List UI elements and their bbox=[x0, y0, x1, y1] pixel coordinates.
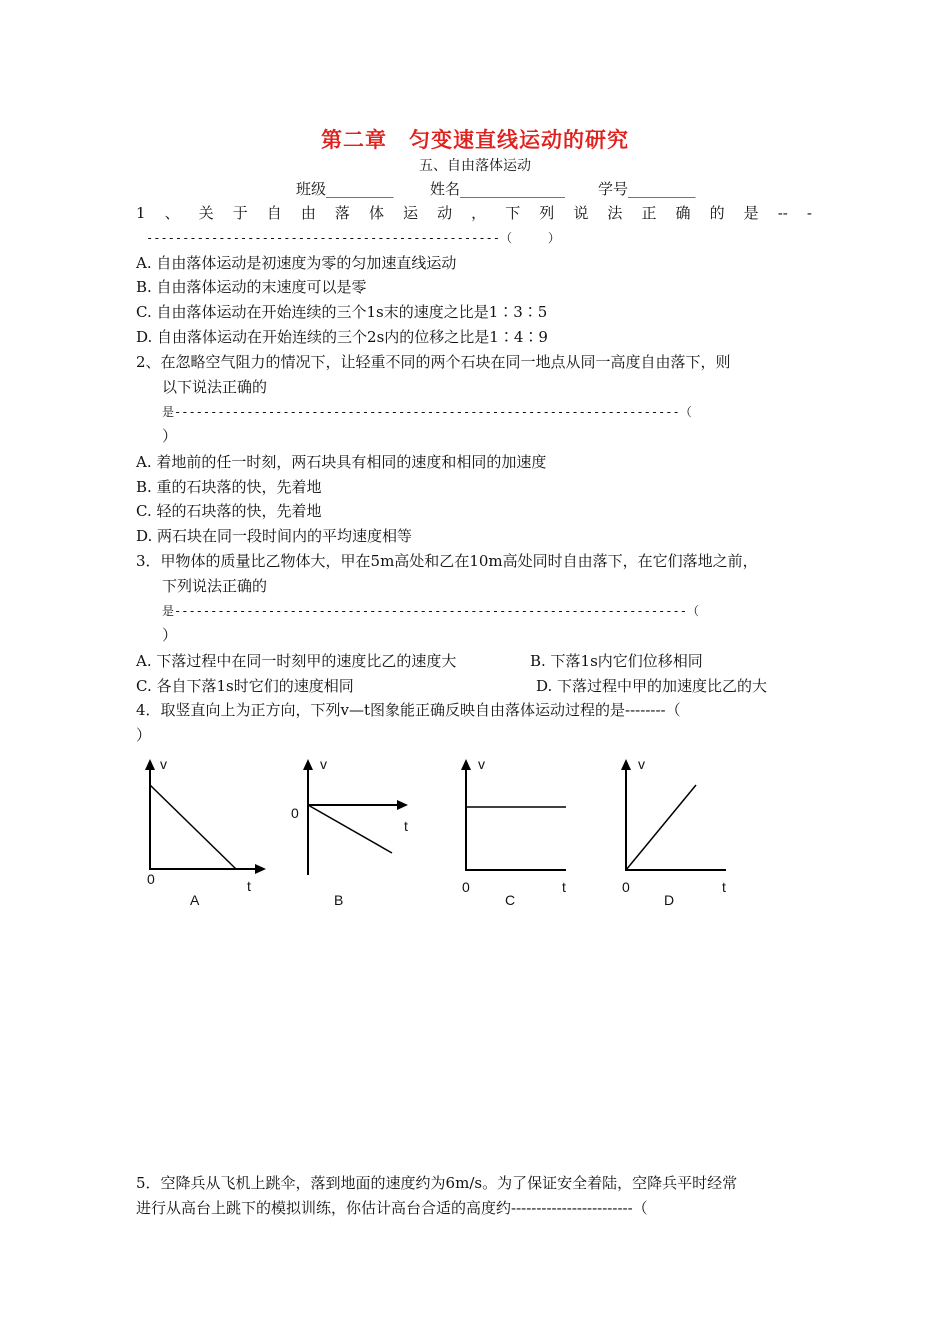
q1-char: 说 bbox=[573, 204, 589, 222]
graph-c-v-arrow bbox=[461, 759, 471, 770]
q1-char: ， bbox=[471, 204, 487, 222]
graph-b-v-arrow bbox=[303, 759, 313, 770]
q1-stem bbox=[136, 201, 812, 225]
graph-d-v-label: v bbox=[638, 756, 645, 772]
q1-char: 自 bbox=[266, 204, 282, 222]
graph-b-line bbox=[308, 805, 392, 853]
graph-c-caption: C bbox=[505, 892, 516, 908]
graph-b-origin: 0 bbox=[291, 805, 299, 821]
graph-b-caption: B bbox=[334, 892, 344, 908]
q1-char: 于 bbox=[232, 204, 248, 222]
q1-char: 运 bbox=[403, 204, 419, 222]
q2-answer-close: ） bbox=[162, 427, 178, 445]
graph-b-t-arrow bbox=[397, 800, 408, 810]
q3-option-b: B. 下落1s内它们位移相同 bbox=[530, 652, 703, 670]
q3-answer-blank: 是-----------------------------------------------------------------------（ bbox=[162, 604, 699, 618]
graph-b-v-label: v bbox=[320, 756, 327, 772]
q1-char: 落 bbox=[334, 204, 350, 222]
q1-char: 的 bbox=[709, 204, 725, 222]
q1-option-c: C. 自由落体运动在开始连续的三个1s末的速度之比是1∶3∶5 bbox=[136, 303, 548, 321]
q2-stem-line2: 以下说法正确的 bbox=[162, 378, 268, 396]
graph-c-t-label: t bbox=[562, 879, 566, 895]
graph-a-t-label: t bbox=[247, 878, 251, 894]
q3-option-a: A. 下落过程中在同一时刻甲的速度比乙的速度大 bbox=[136, 652, 457, 670]
q2-option-b: B. 重的石块落的快，先着地 bbox=[136, 478, 322, 496]
q3-option-d: D. 下落过程中甲的加速度比乙的大 bbox=[536, 677, 768, 695]
q1-char: 确 bbox=[675, 204, 691, 222]
q1-char: 关 bbox=[198, 204, 214, 222]
graph-d bbox=[606, 755, 746, 910]
graph-d-line bbox=[626, 785, 696, 870]
graph-a bbox=[130, 755, 270, 910]
q2-answer-blank: 是----------------------------------------------------------------------（ bbox=[162, 405, 692, 419]
q1-char: 、 bbox=[164, 204, 180, 222]
graph-d-origin: 0 bbox=[622, 879, 630, 895]
graph-d-caption: D bbox=[664, 892, 675, 908]
q1-char: - bbox=[806, 204, 812, 222]
graph-a-t-arrow bbox=[255, 864, 266, 874]
q2-option-d: D. 两石块在同一段时间内的平均速度相等 bbox=[136, 527, 413, 545]
q1-option-d: D. 自由落体运动在开始连续的三个2s内的位移之比是1∶4∶9 bbox=[136, 328, 548, 346]
q1-char: 由 bbox=[300, 204, 316, 222]
q3-option-c: C. 各自下落1s时它们的速度相同 bbox=[136, 677, 354, 695]
q2-option-a: A. 着地前的任一时刻，两石块具有相同的速度和相同的加速度 bbox=[136, 453, 547, 471]
graph-a-line bbox=[150, 785, 236, 869]
graph-c-origin: 0 bbox=[462, 879, 470, 895]
q5-stem-line2: 进行从高台上跳下的模拟训练，你估计高台合适的高度约------------------------（ bbox=[136, 1199, 648, 1217]
q1-char: 法 bbox=[607, 204, 623, 222]
graph-d-v-arrow bbox=[621, 759, 631, 770]
q1-char: -- bbox=[777, 204, 788, 222]
graph-a-v-arrow bbox=[145, 759, 155, 770]
q4-stem-close: ） bbox=[136, 726, 152, 744]
q3-stem-line2: 下列说法正确的 bbox=[162, 577, 268, 595]
graph-b bbox=[290, 755, 430, 910]
q3-stem-line1: 3．甲物体的质量比乙物体大，甲在5m高处和乙在10m高处同时自由落下，在它们落地之前， bbox=[136, 552, 758, 570]
q2-option-c: C. 轻的石块落的快，先着地 bbox=[136, 502, 322, 520]
q2-stem-line1: 2、在忽略空气阻力的情况下，让轻重不同的两个石块在同一地点从同一高度自由落下，则 bbox=[136, 353, 731, 371]
q3-answer-close: ） bbox=[162, 626, 178, 644]
graph-d-t-label: t bbox=[722, 879, 726, 895]
q1-char: 是 bbox=[743, 204, 759, 222]
q1-char: 正 bbox=[641, 204, 657, 222]
q1-char: 1 bbox=[136, 204, 146, 222]
graph-a-v-label: v bbox=[160, 756, 167, 772]
graph-b-t-label: t bbox=[404, 818, 408, 834]
q1-option-b: B. 自由落体运动的末速度可以是零 bbox=[136, 278, 367, 296]
q1-char: 动 bbox=[437, 204, 453, 222]
graph-a-caption: A bbox=[190, 892, 200, 908]
graph-c-v-label: v bbox=[478, 756, 485, 772]
q1-char: 列 bbox=[539, 204, 555, 222]
q1-answer-blank: -------------------------------------------------（ ） bbox=[146, 231, 561, 245]
graph-c bbox=[446, 755, 586, 910]
q1-char: 下 bbox=[505, 204, 521, 222]
name-field: 姓名______________ bbox=[430, 180, 566, 198]
graph-a-origin: 0 bbox=[147, 871, 155, 887]
section-subtitle: 五、自由落体运动 bbox=[419, 158, 531, 174]
q4-stem-line1: 4．取竖直向上为正方向，下列v—t图象能正确反映自由落体运动过程的是--------（ bbox=[136, 701, 681, 719]
student-id-field: 学号_________ bbox=[598, 180, 696, 198]
q5-stem-line1: 5．空降兵从飞机上跳伞，落到地面的速度约为6m/s。为了保证安全着陆，空降兵平时经常 bbox=[136, 1174, 738, 1192]
page-title: 第二章 匀变速直线运动的研究 bbox=[321, 128, 629, 152]
q1-option-a: A. 自由落体运动是初速度为零的匀加速直线运动 bbox=[136, 254, 457, 272]
q1-char: 体 bbox=[368, 204, 384, 222]
class-field: 班级_________ bbox=[296, 180, 394, 198]
